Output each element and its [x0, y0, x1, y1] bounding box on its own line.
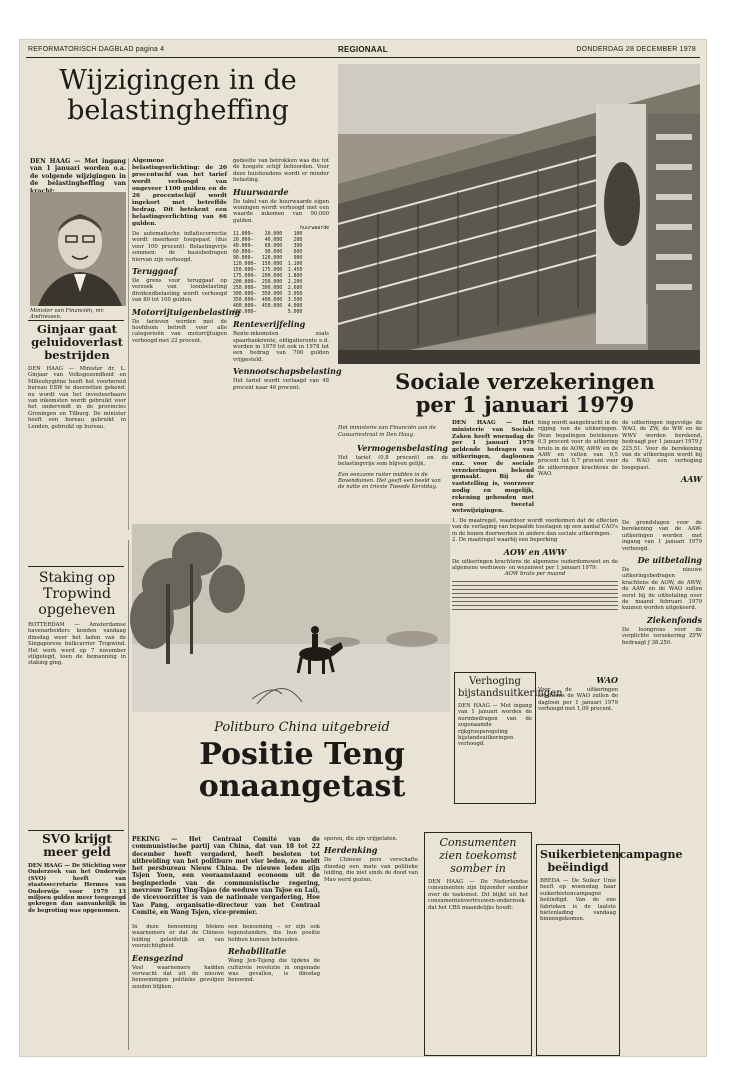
aaw-body: De grondslagen voor de berekening van de AAW-uitkeringen worden met ingang van 1 januari 1979 verhoogd. [622, 520, 702, 552]
teng-kicker: Politburo China uitgebreid [214, 720, 390, 735]
suikerbieten-title: Suikerbietencampagne beëindigd [540, 848, 683, 874]
consumenten-title: Consumenten zien toekomst somber in [439, 836, 517, 875]
teruggaaf-body: De grens voor teruggaaf op verzoek van loonbelasting dividendbelasting wordt verhoogd van 80 tot 100 gulden. [132, 278, 227, 304]
ginjaar-article [28, 323, 126, 563]
huurwaarde-table-row: 200.000— 250.000 2.200 [233, 280, 303, 286]
wijzigingen-col-2 [132, 158, 241, 520]
huurwaarde-table-row: 60.000— 90.000 600 [233, 250, 303, 256]
vennoot-heading: Vennootschapsbelasting [233, 366, 342, 377]
staking-article [28, 570, 126, 800]
sociale-col2-text: hing wordt aangebracht in de rijging van de uitkeringen. Deze bepalingen betekenen 0,5 procent voor de uitkering bruto in de AOW, AWW en de AAW en vallen van 0,5 procent tot 0,7 procent voor de uitkeringen krachtens de WAO. [538, 420, 618, 478]
uitbetaling-body: De nieuwe uitkeringsbedragen krachtens de AOW, de AWW, de AAW en de WAO zullen eerst bij de uitbetaling over de maand februari 1979 kunnen worden uitgekeerd. [622, 567, 702, 612]
col-rule-1 [128, 158, 129, 530]
huurwaarde-table-row: 400.000— 450.000 4.000 [233, 304, 303, 310]
huurwaarde-table-row: 300.000— 350.000 3.050 [233, 292, 303, 298]
wijzigingen-title-2: belastingheffing [67, 95, 289, 126]
header-rule [26, 57, 700, 58]
ginjaar-title: Ginjaar gaat geluidoverlast bestrijden [31, 322, 123, 362]
wao-body: Voor de uitkeringen krachtens de WAO zullen de dagloon per 1 januari 1979 verhoogd met 1,09 procent. [538, 687, 618, 713]
huurwaarde-table-row: 11.000— 20.000 100 [233, 232, 303, 238]
vermogen-col [338, 420, 448, 520]
header-left: REFORMATORISCH DAGBLAD pagina 4 [28, 46, 165, 53]
portrait-illustration [30, 192, 126, 306]
rente-body: Rente-inkomsten zoals spaarbankrente, obligatierente e.d. worden in 1979 tot ook in 1978 tot een bedrag van 700 gulden vrijgesteld. [233, 331, 329, 363]
portrait-caption: Minister van Financiën, mr. Andriessen. [30, 308, 105, 321]
wijzigingen-col2-lead: Algemene belastingverlichting: de 20 procentuchf van het tarief wordt verhoogd van ongeveer 1100 gulden en de 26 procentschijf wordt ingekort met betreffde bedrag. Dit betekent een belastingverlichting van 66 gulden. [132, 158, 227, 227]
huurwaarde-table-row: 150.000— 175.000 1.450 [233, 268, 303, 274]
verhoging-article [458, 676, 563, 800]
wao-heading: WAO [596, 675, 618, 685]
huurwaarde-table [233, 232, 329, 316]
svo-body: DEN HAAG — De Stichting voor Onderzoek van het Onderwijs (SVO) heeft van staatssecretaris Hermes van Onderwijs voor 1979 13 miljoen gulden meer toegezegd gekregen dan aanvankelijk in de begroting was opgenomen. [28, 863, 126, 914]
aow-block [452, 518, 618, 668]
building-photo [338, 64, 700, 364]
aaw-heading: AAW [681, 474, 702, 485]
verhoging-body: DEN HAAG — Met ingang van 1 januari worden de normbedragen van de zogenaamde rijkgroepsregeling bijstandsuitkeringen verhoogd. [458, 703, 532, 748]
teng-lead-col [132, 836, 320, 922]
huurwaarde-table-row: 250.000— 300.000 2.600 [233, 286, 303, 292]
teng-col-c [324, 836, 418, 1052]
motor-body: De tarieven worden met de hoofdsom betreft voor alle categorieën van motorrijtuigen verhoogd met 22 procent. [132, 318, 227, 344]
sociale-lead: DEN HAAG — Het ministerie van Sociale Zaken heeft woensdag de per 1 januari 1979 geldende bedragen van uitkeringen, dagloonen enz. voor de sociale verzekeringen bekend gemaakt. Bij de vaststelling is, voorzover nodig en mogelijk, rekening gehouden met een tweetal wetswijzigingen. [452, 420, 534, 515]
teng-col-a [132, 924, 224, 1052]
huurwaarde-table-row: 120.000— 150.000 1.100 [233, 262, 303, 268]
sociale-right-col [622, 520, 702, 1050]
aow-body: De uitkeringen krachtens de algemene ouderdomswet en de algemene weduwen- en wezenwet per 1 januari 1979: [452, 558, 618, 572]
svo-rule [28, 830, 124, 831]
uitbetaling-heading: De uitbetaling [637, 555, 702, 566]
teng-col-b-text: een benoeming – er zijn ook tegenstanders, die hun positie hebben kunnen behouden. [228, 924, 320, 943]
svo-article [28, 833, 126, 1053]
sociale-col-3 [622, 420, 702, 516]
sociale-col-1 [452, 420, 534, 516]
wijzigingen-col3-body: gedeelte van betrokken was die tot de hoogste schijf behoorden. Voor deze huishoudens wordt er minder belasting. [233, 158, 329, 184]
staking-title: Staking op Tropwind opgeheven [38, 570, 116, 618]
eensgezind-body: Veel waarnemers hadden verwacht dat uit de nieuwe benoemingen politieke gevolgen zouden blijken. [132, 964, 224, 990]
teng-col-a-text: In deze benoeming bleken waarnemers er dat de Chinese leiding geleidelijk en van voorzichtigheid. [132, 924, 224, 950]
building-illustration [338, 64, 700, 364]
huurwaarde-table-header: huurwaarde [300, 226, 329, 232]
teng-lead: PEKING — Het Centraal Comité van de communistische partij van China, dat van 18 tot 22 december heeft vergaderd, heeft besloten tot uitbreiding van het politburo met vier leden, zo meldt het persbureau Nieuw China. De nieuwe leden zijn Tsjen Yoen, een vooraanstaand econoom uit de beginperiode van de communistische regering, mevrouw Teng Ying-Tsjao (de weduwe van Tsjoe en Lai), de vicevoorzitter is van de nationale vergadering, Hoe Yao Pang, organisatie-directeur van het Centraal Comité, en Wang Tsjen, vice-premier. [132, 836, 320, 916]
wijzigingen-title-1: Wijzigingen in de [59, 65, 297, 96]
wao-block [538, 672, 618, 822]
horse-illustration [132, 524, 450, 712]
sociale-bullet-2: 2. De maatregel waarbij een beperking [452, 537, 558, 544]
suikerbieten-body: BREDA — De Suiker Unie heeft op woensdag haar suikerbietencampagne beëindigd. Van de ene fabrieken is de laatste bietenlading vandaag binnengekomen. [540, 878, 616, 923]
building-caption: Het ministerie van Financiën aan de Casuariestraat in Den Haag. [338, 425, 436, 438]
portrait-photo [30, 192, 126, 306]
ziekenfonds-heading: Ziekenfonds [646, 614, 702, 625]
huurwaarde-table-row: 450.000— 5.000 [233, 310, 303, 316]
vermogen-body: Het tarief (0,8 procent) en de belastingvrije som blijven gelijk. [338, 455, 448, 468]
ginjaar-rule [28, 320, 124, 321]
sociale-title-1: Sociale verzekeringen [395, 369, 655, 394]
wijzigingen-lead: DEN HAAG — Met ingang van 1 januari worden o.a. de volgende wijzigingen in de belastingheffing van [30, 158, 126, 188]
suikerbieten-article [540, 848, 683, 1052]
horse-photo [132, 524, 450, 712]
svo-title: SVO krijgt meer geld [42, 832, 112, 859]
consumenten-article [428, 836, 528, 1052]
aow-subhead: AOW bruto per maand [504, 571, 566, 578]
sociale-title-2: per 1 januari 1979 [415, 392, 635, 417]
teng-title-2: onaangetast [198, 769, 406, 804]
rente-heading: Renteverijfeling [233, 319, 306, 330]
teng-col-c-text: sporen, die zijn vrijgelaten. [324, 836, 398, 842]
newspaper-page [20, 40, 706, 1056]
huurwaarde-body: De tabel van de huurwaarde eigen woningen wordt verhoogd met een waarde inkomen van 90.000 gulden. [233, 198, 329, 224]
vennoot-body: Het tarief wordt verlaagd van 48 procent naar 46 procent. [233, 378, 329, 391]
sociale-col3-text: de uitkeringen ingevolge de WAO, de ZW, de WW en de WWV worden berekend, bedraagt per 1 januari 1979 ƒ 225,51. Voor de berekening van de uitkeringen wordt bij de WAO een verhoging toegepast. [622, 420, 702, 471]
consumenten-body: DEN HAAG — De Nederlandse consumenten zijn bijzonder somber over de toekomst. Dit blijkt uit het consumentenvertrouwen-onderzoek dat het CBS maandelijks houdt. [428, 879, 528, 911]
huurwaarde-heading: Huurwaarde [233, 186, 289, 197]
teng-title-1: Positie Teng [199, 737, 405, 772]
horse-caption: Een eenzame ruiter midden in de Bovenduinen. Het geeft een beeld van de natte en trieste Tweede Kerstdag. [338, 471, 441, 491]
teng-headline [152, 720, 452, 803]
sociale-bullet-1: 1. De maatregel, waardoor wordt voorkomen dat de effecten van de verlaging van bepaalde toeslagen op een aantal CAO's in de bonen doorwerken in andere dan sociale uitkeringen. [452, 518, 618, 537]
wijzigingen-col-3 [233, 158, 342, 520]
rehab-body: Wang Jen-Tsjeng die tijdens de culturele revolutie in ongenade was gevallen, is dinsdag benoemd. [228, 958, 320, 984]
huurwaarde-table-row: 40.000— 60.000 390 [233, 244, 303, 250]
eensgezind-heading: Eensgezind [132, 952, 184, 963]
ziekenfonds-body: De loongrens voor de verplichte verzekering ZFW bedraagt ƒ 38.250. [622, 626, 702, 646]
vermogen-heading: Vermogensbelasting [356, 443, 448, 453]
verhoging-title: Verhoging bijstandsuitkeringen [458, 676, 563, 699]
aow-heading: AOW en AWW [503, 546, 567, 557]
col-rule-left [128, 540, 129, 1050]
huurwaarde-table-row: 90.000— 120.000 900 [233, 256, 303, 262]
staking-rule [28, 566, 124, 567]
staking-body: ROTTERDAM — Amsterdamse havenarbeiders konden vandaag dinsdag weer het laden van de Singaporese bulkcarrier Tropwind. Het werk werd op 7 november stilgelegd, toen de bemanning in staking ging. [28, 622, 126, 667]
wijzigingen-col2-body: De automatische inflatiecorrectie wordt meerkeer toegepast (dus voor 100 procent). Belastingvrije sommen: de basisbedragen hiervan zijn verhoogd. [132, 231, 227, 263]
header-right: DONDERDAG 28 DECEMBER 1978 [576, 46, 696, 53]
herdenking-body: De Chinese pers verschafte dinsdag een mate van politieke leiding, die niet sinds de dood van Mao werd gezien. [324, 857, 418, 883]
rehab-heading: Rehabilitatie [228, 946, 287, 957]
huurwaarde-table-row: 175.000— 200.000 1.800 [233, 274, 303, 280]
huurwaarde-table-row: 20.000— 40.000 200 [233, 238, 303, 244]
aow-table-lines [452, 581, 618, 610]
ginjaar-body: DEN HAAG — Minister dr. L. Ginjaar van Volksgezondheid en Milieuhygiëne heeft het voorbereid bureau ESW te doorzetten gekend: nu wordt van het investeerbaare van inkomsten wordt gebruikt voor het ondervindt in de provincies Groningen en Tilburg. De minister heeft een bureau gebruikt in Londen, gebruikt op bureau. [28, 366, 126, 430]
herdenking-heading: Herdenking [324, 845, 378, 856]
sociale-headline [352, 370, 698, 416]
sociale-col-2 [538, 420, 618, 516]
teng-col-b [228, 924, 320, 1052]
header-center: REGIONAAL [338, 45, 388, 54]
wijzigingen-headline [28, 66, 328, 126]
motor-heading: Motorrijtuigenbelasting [132, 306, 241, 317]
huurwaarde-table-row: 350.000— 400.000 3.500 [233, 298, 303, 304]
teruggaaf-heading: Teruggaaf [132, 266, 178, 277]
